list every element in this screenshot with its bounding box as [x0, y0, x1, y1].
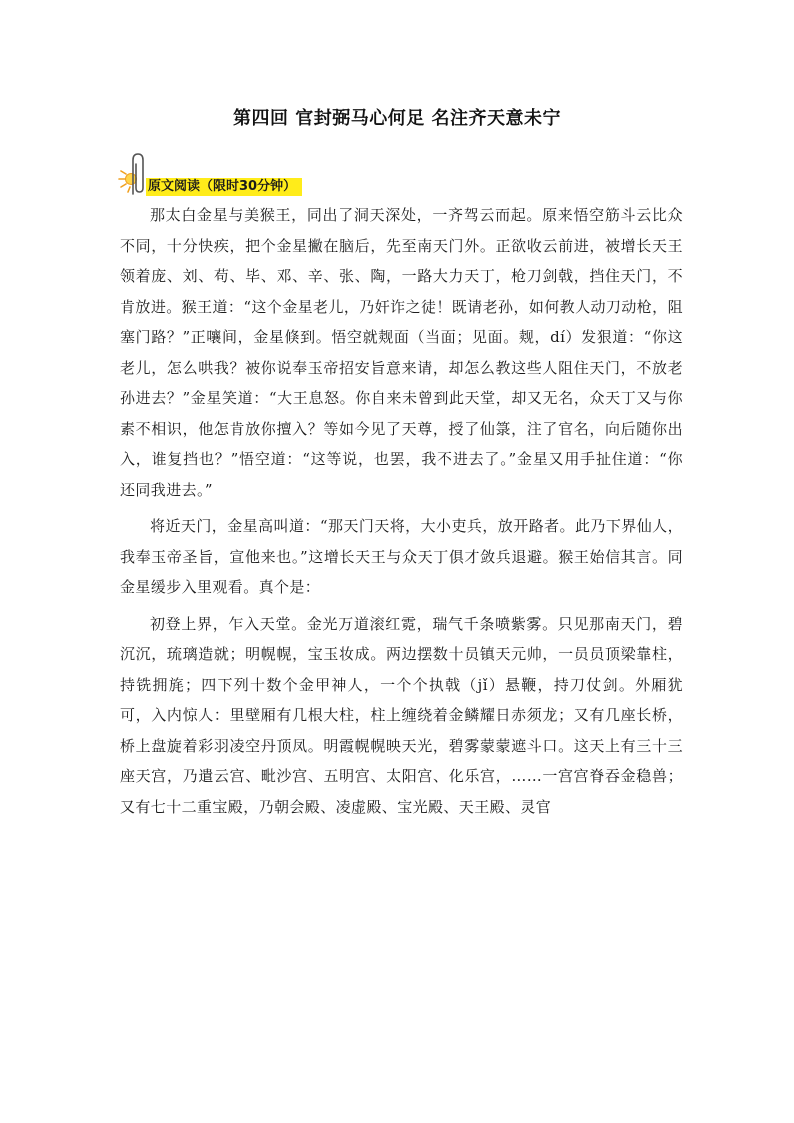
chapter-title: 第四回 官封弼马心何足 名注齐天意未宁	[232, 108, 562, 129]
paperclip-sun-icon	[118, 150, 148, 200]
paragraph-1: 那太白金星与美猴王，同出了洞天深处，一齐驾云而起。原来悟空筋斗云比众不同，十分快疾，把个金星撇在脑后，先至南天门外。正欲收云前进，被增长天王领着庞、刘、苟、毕、邓、辛、张、陶，一路大力天丁，枪刀剑戟，挡住天门，不肯放进。猴王道：“这个金星老儿，乃奸诈之徒！既请老孙，如何教人动刀动枪，阻塞门路？”正嚷间，金星倏到。悟空就觌面（当面；见面。觌，dí）发狠道：“你这老儿，怎么哄我？被你说奉玉帝招安旨意来请，却怎么教这些人阻住天门，不放老孙进去？”金星笑道：“大王息怒。你自来未曾到此天堂，却又无名，众天丁又与你素不相识，他怎肯放你擅入？等如今见了天尊，授了仙箓，注了官名，向后随你出入，谁复挡也？”悟空道：“这等说，也罢，我不进去了。”金星又用手扯住道：“你还同我进去。”	[120, 206, 683, 499]
paragraph-3: 初登上界，乍入天堂。金光万道滚红霓，瑞气千条喷紫雾。只见那南天门，碧沉沉，琉璃造就；明幌幌，宝玉妆成。两边摆数十员镇天元帅，一员员顶梁靠柱，持铣拥旄；四下列十数个金甲神人，一个个执戟（jǐ）悬鞭，持刀仗剑。外厢犹可，入内惊人：里壁厢有几根大柱，柱上缠绕着金鳞耀日赤须龙；又有几座长桥，桥上盘旋着彩羽凌空丹顶凤。明霞幌幌映天光，碧雾蒙蒙遮斗口。这天上有三十三座天宫，乃遣云宫、毗沙宫、五明宫、太阳宫、化乐宫，……一宫宫脊吞金稳兽；又有七十二重宝殿，乃朝会殿、凌虚殿、宝光殿、天王殿、灵官	[120, 614, 683, 816]
reading-section-label: 原文阅读（限时30分钟）	[146, 178, 302, 196]
paragraph-2: 将近天门，金星高叫道：“那天门天将，大小吏兵，放开路者。此乃下界仙人，我奉玉帝圣旨，宣他来也。”这增长天王与众天丁俱才敛兵退避。猴王始信其言。同金星缓步入里观看。真个是：	[120, 517, 683, 596]
section-header	[118, 150, 378, 200]
body-text	[120, 200, 683, 828]
